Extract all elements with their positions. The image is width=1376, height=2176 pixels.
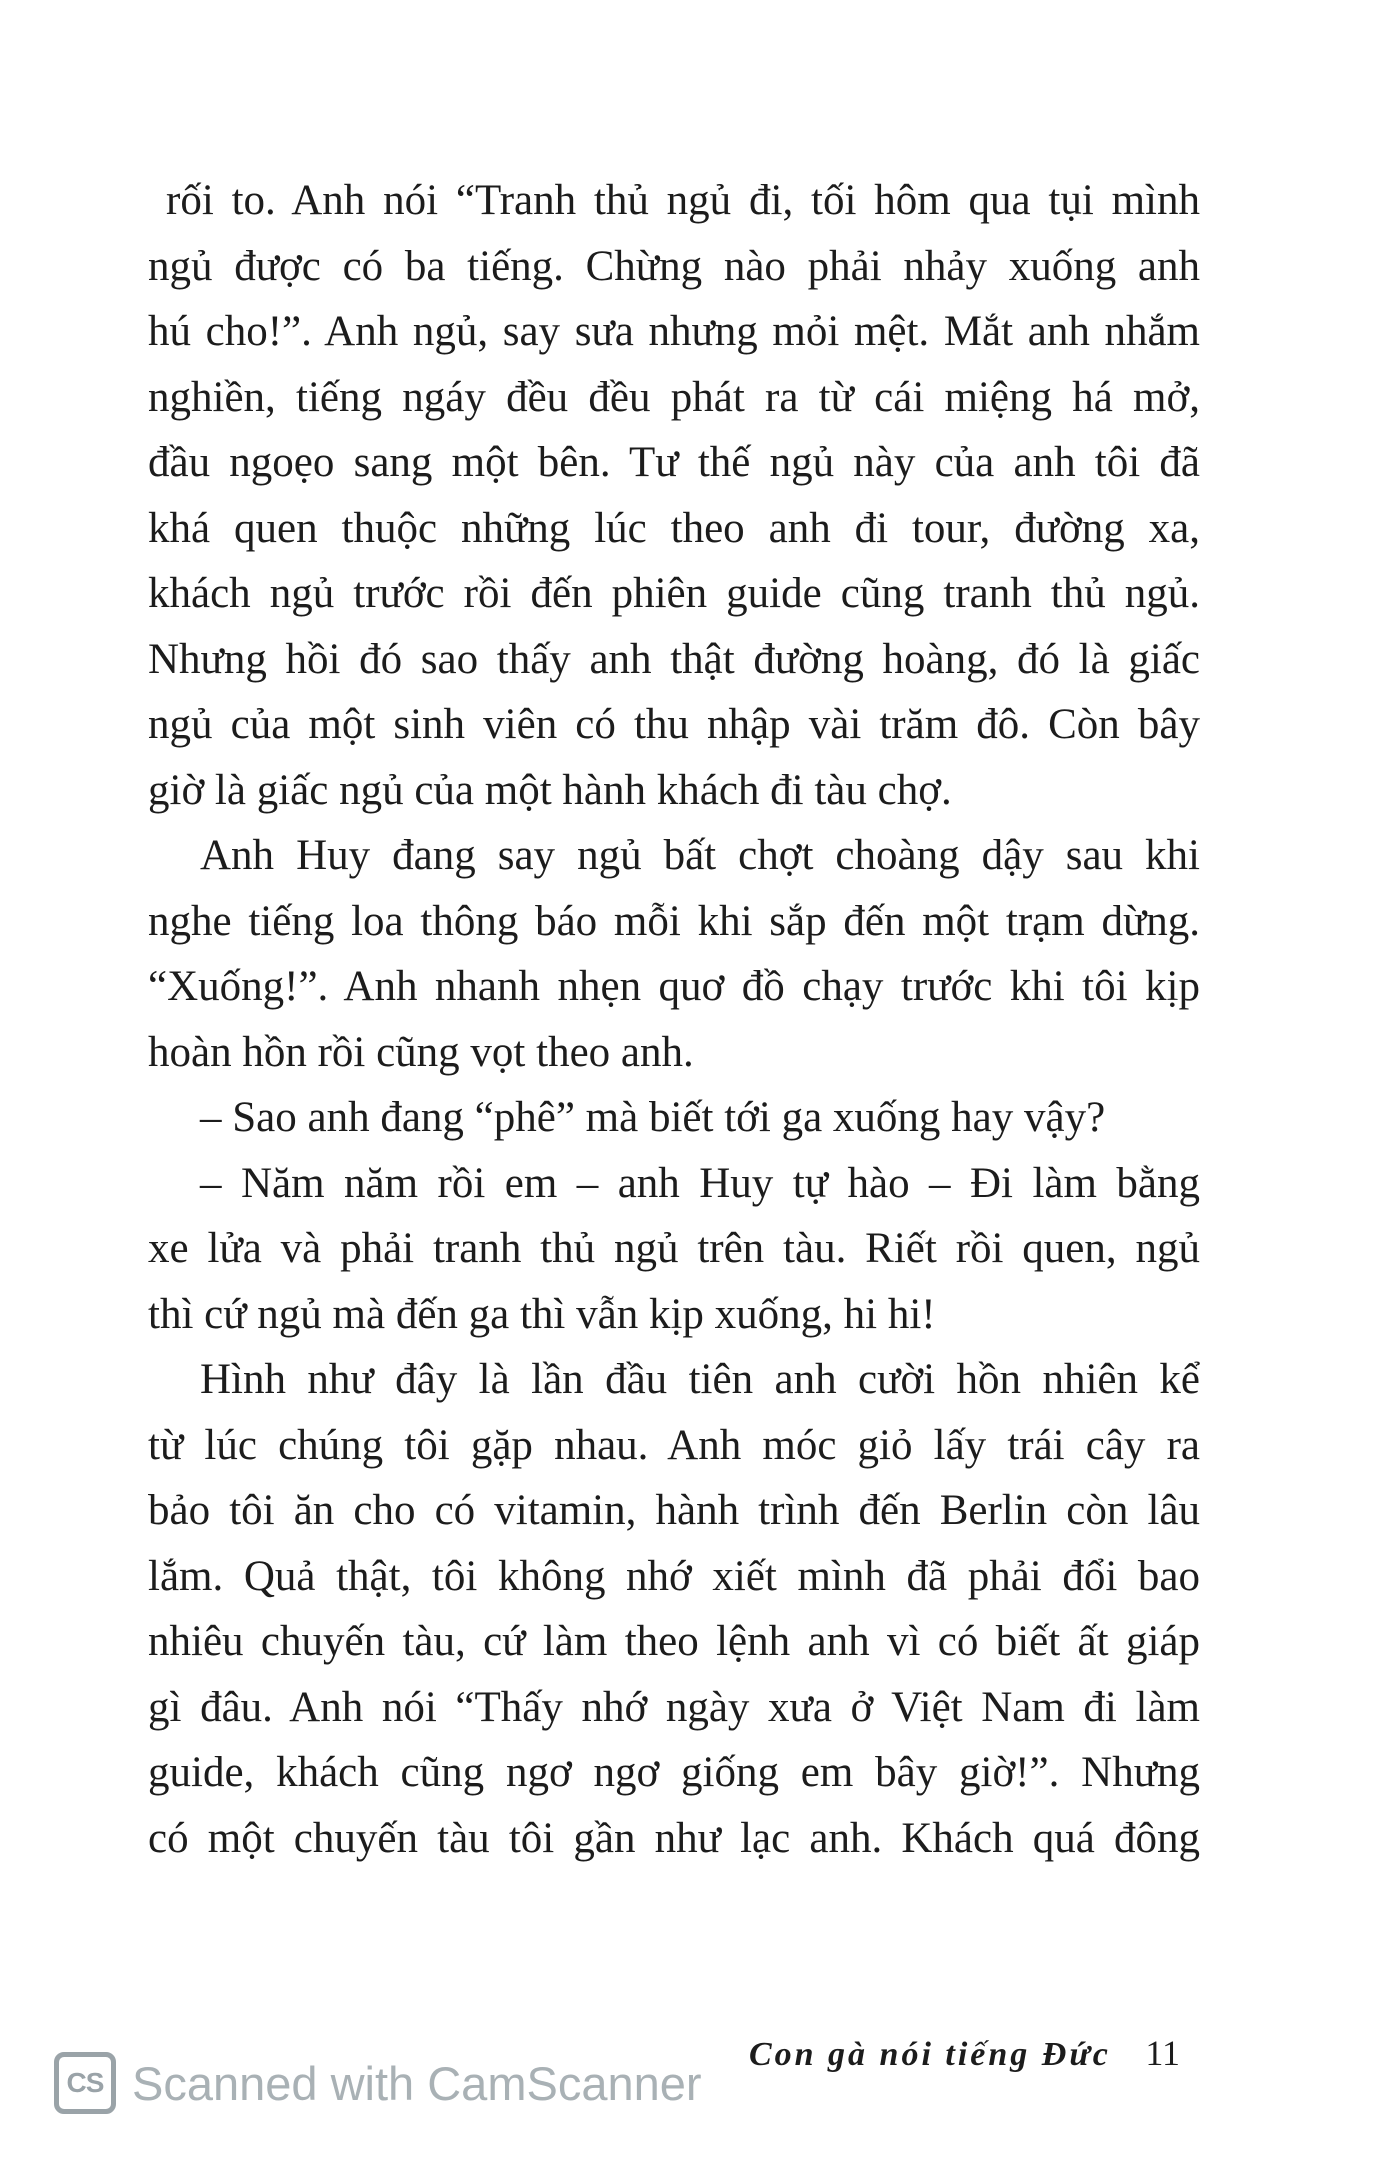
text-line: từ lúc chúng tôi gặp nhau. Anh móc giỏ lấy trái cây ra <box>148 1421 1200 1469</box>
text-line: khách ngủ trước rồi đến phiên guide cũng tranh thủ ngủ. <box>148 570 1200 617</box>
text-line: bảo tôi ăn cho có vitamin, hành trình đến Berlin còn lâu <box>148 1487 1200 1534</box>
text-line: nghiền, tiếng ngáy đều đều phát ra từ cái miệng há mở, <box>148 373 1200 421</box>
text-line: – Sao anh đang “phê” mà biết tới ga xuống hay vậy? <box>200 1094 1106 1141</box>
text-line: Nhưng hồi đó sao thấy anh thật đường hoàng, đó là giấc <box>148 635 1200 683</box>
text-line: ngủ được có ba tiếng. Chừng nào phải nhảy xuống anh <box>148 242 1200 290</box>
text-line: nhiêu chuyến tàu, cứ làm theo lệnh anh vì có biết ất giáp <box>148 1618 1200 1665</box>
body-text <box>148 168 1200 1871</box>
text-line: rối to. Anh nói “Tranh thủ ngủ đi, tối hôm qua tụi mình <box>166 177 1200 224</box>
text-line: ngủ của một sinh viên có thu nhập vài trăm đô. Còn bây <box>148 701 1200 748</box>
text-line: gì đâu. Anh nói “Thấy nhớ ngày xưa ở Việt Nam đi làm <box>148 1683 1200 1731</box>
text-line: guide, khách cũng ngơ ngơ giống em bây giờ!”. Nhưng <box>148 1749 1200 1796</box>
text-line: Anh Huy đang say ngủ bất chợt choàng dậy sau khi <box>200 832 1200 879</box>
watermark-text: Scanned with CamScanner <box>132 2056 702 2110</box>
camscanner-watermark <box>54 2052 702 2114</box>
text-line: hoàn hồn rồi cũng vọt theo anh. <box>148 1028 694 1076</box>
text-line: Hình như đây là lần đầu tiên anh cười hồn nhiên kể <box>200 1356 1200 1403</box>
text-line: xe lửa và phải tranh thủ ngủ trên tàu. Riết rồi quen, ngủ <box>148 1225 1200 1272</box>
text-line: lắm. Quả thật, tôi không nhớ xiết mình đã phải đổi bao <box>148 1552 1200 1600</box>
text-line: có một chuyến tàu tôi gần như lạc anh. Khách quá đông <box>148 1814 1200 1862</box>
camscanner-logo-icon: CS <box>54 2052 116 2114</box>
text-line: thì cứ ngủ mà đến ga thì vẫn kịp xuống, hi hi! <box>148 1290 936 1338</box>
text-line: hú cho!”. Anh ngủ, say sưa nhưng mỏi mệt. Mắt anh nhắm <box>148 308 1200 355</box>
page-footer <box>749 2032 1180 2074</box>
page-number: 11 <box>1145 2033 1180 2073</box>
book-title: Con gà nói tiếng Đức <box>748 2036 1111 2073</box>
text-line: “Xuống!”. Anh nhanh nhẹn quơ đồ chạy trước khi tôi kịp <box>148 963 1200 1010</box>
text-line: khá quen thuộc những lúc theo anh đi tour, đường xa, <box>148 504 1200 552</box>
text-line: – Năm năm rồi em – anh Huy tự hào – Đi làm bằng <box>200 1159 1200 1207</box>
text-line: đầu ngoẹo sang một bên. Tư thế ngủ này của anh tôi đã <box>148 439 1200 486</box>
text-line: giờ là giấc ngủ của một hành khách đi tàu chợ. <box>148 766 952 814</box>
text-line: nghe tiếng loa thông báo mỗi khi sắp đến một trạm dừng. <box>148 897 1200 945</box>
